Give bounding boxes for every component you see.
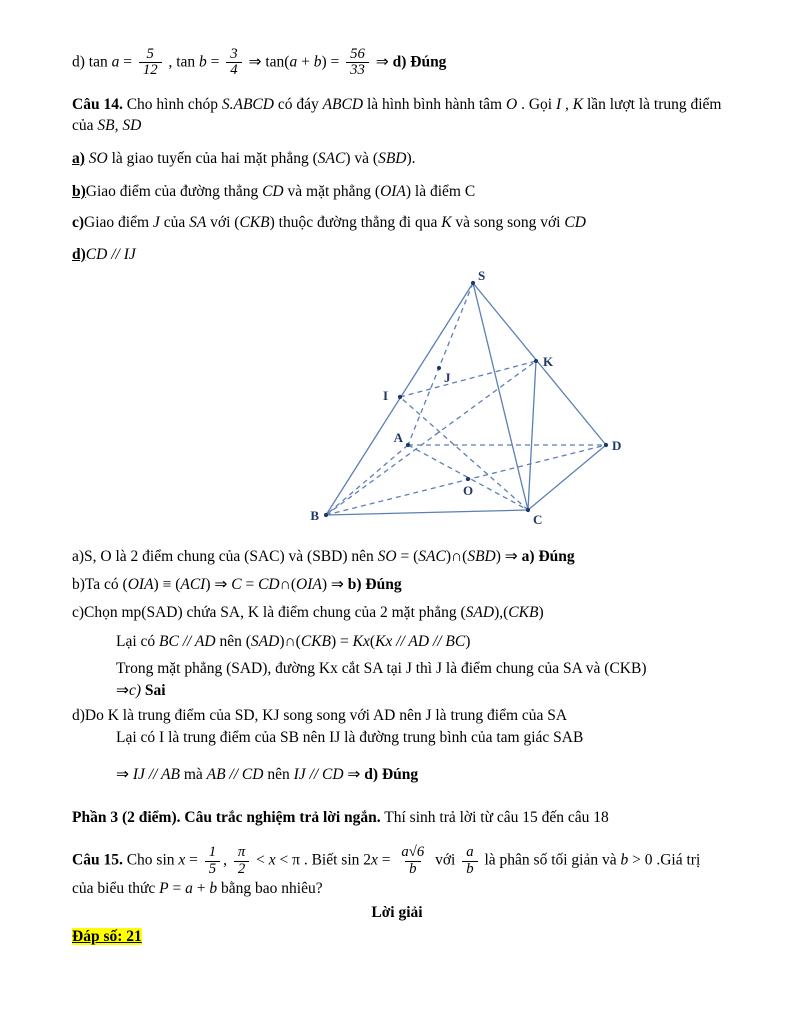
answer-c-detail-1 — [72, 631, 722, 652]
text-run: c) — [72, 214, 85, 232]
text-run: Phần 3 (2 điểm). Câu trắc nghiệm trả lời ngắn. — [72, 808, 381, 826]
text-run: CD — [564, 214, 586, 232]
text-run: Thí sinh trả lời từ câu 15 đến câu 18 — [380, 808, 609, 826]
text-run: a) Đúng — [521, 547, 575, 565]
text-run: Kx — [352, 632, 370, 650]
text-run: ABCD — [322, 95, 364, 113]
vertex-dot-S — [471, 281, 475, 285]
fraction-numerator: 56 — [350, 46, 365, 62]
statement-a — [72, 148, 722, 169]
text-run: ) = — [321, 53, 344, 71]
vertex-dot-K — [534, 359, 538, 363]
statement-c — [72, 212, 722, 233]
text-run: b)Ta có ( — [72, 575, 128, 593]
text-run: ) và ( — [345, 149, 379, 167]
fraction-denominator: 2 — [234, 861, 249, 877]
text-run: = — [185, 851, 202, 869]
dashed-edge-AB — [326, 445, 408, 515]
fraction-numerator: π — [237, 844, 246, 861]
text-run: bằng bao nhiêu? — [217, 880, 323, 898]
text-run: = — [241, 575, 259, 593]
text-run: = — [168, 880, 186, 898]
text-run: SAC — [317, 149, 346, 167]
text-run: ) ≡ ( — [153, 575, 181, 593]
vertex-dot-O — [466, 477, 470, 481]
text-run: x — [371, 851, 378, 869]
text-run: a) — [72, 149, 85, 167]
text-run: SO — [88, 149, 108, 167]
text-run: , — [223, 851, 231, 869]
text-run: x — [268, 851, 276, 869]
text-run: a — [289, 53, 298, 71]
text-run: = — [377, 851, 395, 869]
text-run: Lời giải — [371, 903, 423, 921]
text-run: C — [231, 575, 242, 593]
text-run: d) — [72, 245, 86, 263]
text-run: d)Do K là trung điểm của SD, KJ song song với AD nên J là trung điểm của SA — [72, 706, 568, 724]
text-run: là giao tuyến của hai mặt phẳng ( — [107, 149, 318, 167]
answer-d-verdict — [72, 764, 722, 785]
text-run: ) là điểm C — [405, 183, 476, 201]
text-run: Giao điểm — [84, 214, 153, 232]
figure-container — [308, 269, 630, 535]
pyramid-figure-block — [72, 269, 722, 535]
answer-d-detail — [72, 727, 722, 748]
fraction-denominator: 12 — [139, 62, 162, 78]
fraction — [346, 47, 369, 79]
fraction-numerator: a — [466, 844, 474, 861]
text-run: b — [313, 53, 322, 71]
text-run: CD — [258, 575, 280, 593]
text-run: của — [159, 214, 190, 232]
vertex-label-O: O — [462, 483, 474, 499]
vertex-dot-J — [437, 366, 441, 370]
text-run: b — [209, 880, 218, 898]
text-run: , tan — [164, 53, 200, 71]
fraction — [397, 845, 428, 877]
fraction — [205, 845, 220, 877]
text-run: S.ABCD — [221, 95, 274, 113]
text-run: b) — [72, 183, 86, 201]
vertex-label-K: K — [543, 354, 554, 370]
text-run: )∩( — [279, 632, 301, 650]
fraction — [139, 47, 162, 79]
vertex-dot-I — [398, 395, 402, 399]
text-run: = — [206, 53, 224, 71]
text-run: b — [620, 851, 629, 869]
text-run: c) — [129, 682, 142, 700]
text-run: OIA — [127, 575, 154, 593]
text-run: CKB — [239, 214, 270, 232]
text-run: và song song với — [451, 214, 565, 232]
text-run: d) tan — [72, 53, 112, 71]
text-run: x — [178, 851, 186, 869]
text-run: Giao điểm của đường thẳng — [85, 183, 263, 201]
text-run: ) — [538, 604, 544, 622]
text-run: Lại có I là trung điểm của SB nên IJ là đường trung bình của tam giác SAB — [116, 729, 584, 747]
text-run: SAD — [465, 604, 495, 622]
text-run: )∩( — [445, 547, 468, 565]
text-run: Trong mặt phẳng (SAD), đường Kx cắt SA tại J thì J là điểm chung của SA và (CKB) — [116, 660, 647, 678]
fraction — [462, 845, 477, 877]
text-run: nên ( — [215, 632, 251, 650]
answer-c-verdict — [72, 680, 722, 701]
text-run: Cho sin — [122, 851, 179, 869]
text-run: BC // AD — [159, 632, 216, 650]
text-run: < — [252, 851, 269, 869]
paragraph-cau-14 — [72, 94, 722, 137]
fraction-denominator: b — [405, 861, 420, 877]
text-run: ∩( — [279, 575, 296, 593]
answer-b — [72, 574, 722, 595]
text-run: a)S, O là 2 điểm chung của (SAC) và (SBD) nên — [72, 547, 378, 565]
text-run: Sai — [144, 682, 166, 700]
vertex-label-B: B — [310, 508, 319, 524]
text-run: a — [111, 53, 120, 71]
line-d-tan — [72, 46, 722, 80]
fraction-denominator: 33 — [346, 62, 369, 78]
fraction-denominator: 5 — [205, 861, 220, 877]
text-run: ⇒ tan( — [244, 53, 290, 71]
text-run: ) ⇒ — [495, 547, 522, 565]
vertex-dot-D — [604, 443, 608, 447]
text-run: SAD — [250, 632, 280, 650]
vertex-label-D: D — [612, 438, 622, 454]
vertex-dot-B — [324, 513, 328, 517]
text-run: lần lượt là trung điểm của — [72, 95, 722, 135]
text-run: ) thuộc đường thẳng đi qua — [269, 214, 442, 232]
vertex-label-C: C — [533, 512, 543, 528]
statement-b — [72, 181, 722, 202]
text-run: + — [297, 53, 314, 71]
text-run: b — [199, 53, 207, 71]
fraction-denominator: 4 — [226, 62, 241, 78]
text-run: ⇒ — [116, 682, 129, 700]
vertex-label-J: J — [444, 370, 451, 386]
text-run: ⇒ — [371, 53, 393, 71]
text-run: OIA — [296, 575, 322, 593]
text-run: IJ // AB — [132, 765, 180, 783]
answer-d — [72, 705, 722, 726]
text-run: SAC — [418, 547, 446, 565]
statement-d — [72, 244, 722, 265]
text-run: là hình bình hành tâm — [363, 95, 506, 113]
text-run: OIA — [380, 183, 406, 201]
text-run: CKB — [508, 604, 539, 622]
text-run: = — [119, 53, 136, 71]
fraction — [234, 845, 249, 877]
text-run: < π . Biết sin 2 — [275, 851, 372, 869]
vertex-dot-A — [406, 443, 410, 447]
fraction-denominator: b — [462, 861, 477, 877]
text-run: CD // IJ — [85, 245, 136, 263]
fraction-numerator: a√6 — [401, 844, 425, 861]
text-run: và mặt phẳng ( — [283, 183, 381, 201]
text-run: ⇒ — [343, 765, 365, 783]
text-run: ( — [369, 632, 376, 650]
text-run: với — [431, 851, 460, 869]
text-run: nên — [263, 765, 294, 783]
text-run: ) = — [331, 632, 353, 650]
text-run: + — [192, 880, 210, 898]
text-run: mà — [179, 765, 207, 783]
text-run: ⇒ — [116, 765, 133, 783]
text-run: có đáy — [273, 95, 323, 113]
solid-edge-CD — [528, 445, 606, 510]
text-run: ),( — [494, 604, 509, 622]
text-run: c)Chọn mp(SAD) chứa SA, K là điểm chung của 2 mặt phẳng ( — [72, 604, 466, 622]
text-run: Lại có — [116, 632, 160, 650]
text-run: ) — [465, 632, 471, 650]
fraction-numerator: 1 — [208, 844, 217, 861]
pyramid-figure — [308, 269, 630, 529]
dap-so — [72, 926, 722, 947]
solid-edge-KC — [528, 361, 536, 510]
text-run: là phân số tối giản và — [480, 851, 621, 869]
answer-c-detail-2 — [72, 658, 722, 679]
fraction-numerator: 5 — [146, 46, 154, 62]
text-run: . Gọi — [517, 95, 556, 113]
paragraph-cau-15 — [72, 844, 722, 899]
text-run: Đáp số: 21 — [72, 927, 142, 945]
text-run: Câu 14. — [72, 95, 123, 113]
text-run: Cho hình chóp — [122, 95, 222, 113]
text-run: J — [152, 214, 160, 232]
fraction — [226, 47, 241, 79]
dashed-edge-BK — [326, 361, 536, 515]
answer-a — [72, 546, 722, 567]
section-phan-3 — [72, 807, 722, 828]
text-run: ACI — [180, 575, 206, 593]
text-run: K — [441, 214, 452, 232]
text-run: O — [505, 95, 518, 113]
text-run: d) Đúng — [392, 53, 447, 71]
vertex-label-A: A — [393, 430, 403, 446]
text-run: với ( — [206, 214, 240, 232]
text-run: AB // CD — [206, 765, 264, 783]
text-run: SBD — [378, 149, 407, 167]
text-run: > 0 .Giá trị của biểu thức — [72, 851, 701, 898]
text-run: SA — [189, 214, 207, 232]
text-run: SO — [377, 547, 397, 565]
text-run: IJ // CD — [293, 765, 344, 783]
text-run: = ( — [396, 547, 419, 565]
text-run: d) Đúng — [364, 765, 419, 783]
text-run: I , K — [555, 95, 584, 113]
loi-giai-heading — [72, 902, 722, 923]
text-run: Kx // AD // BC — [375, 632, 466, 650]
fraction-numerator: 3 — [230, 46, 238, 62]
vertex-label-S: S — [478, 269, 486, 284]
vertex-label-I: I — [382, 388, 388, 404]
text-run: P — [159, 880, 169, 898]
text-run: SB, SD — [97, 117, 142, 135]
answer-c — [72, 602, 722, 623]
dashed-edge-SA — [408, 283, 473, 445]
text-run: a — [185, 880, 193, 898]
text-run: ) ⇒ — [321, 575, 348, 593]
text-run: b) Đúng — [347, 575, 402, 593]
solid-edge-BC — [326, 510, 528, 515]
text-run: ). — [406, 149, 416, 167]
vertex-dot-C — [526, 508, 530, 512]
text-run: SBD — [467, 547, 496, 565]
text-run: CKB — [300, 632, 332, 650]
text-run: CD — [262, 183, 284, 201]
text-run: Câu 15. — [72, 851, 123, 869]
text-run: ) ⇒ — [205, 575, 232, 593]
